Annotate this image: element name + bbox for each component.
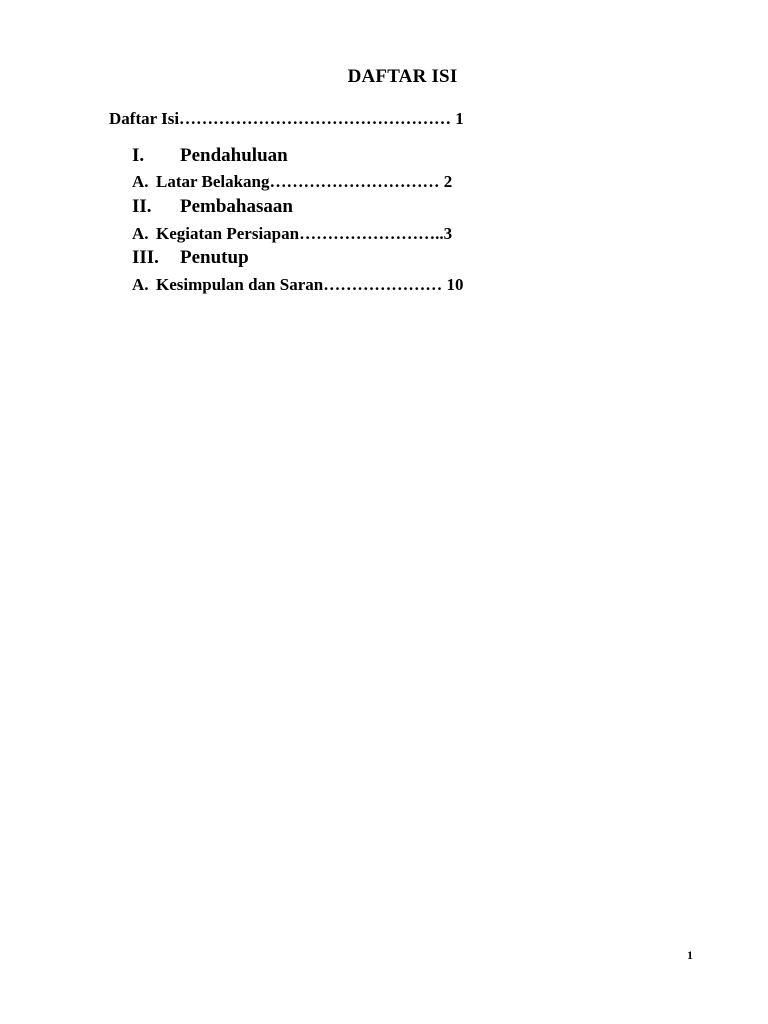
subsection-letter: A. [132,275,149,294]
toc-entry-kegiatan-persiapan [132,224,452,244]
subsection-text: Kegiatan Persiapan……………………..3 [156,224,453,243]
page-number: 1 [687,948,693,962]
subsection-letter: A. [132,224,149,243]
subsection-text: Latar Belakang………………………… 2 [156,172,453,191]
section-title: Pendahuluan [180,145,288,166]
subsection-letter: A. [132,172,149,191]
section-number: I. [132,145,145,166]
subsection-text: Kesimpulan dan Saran………………… 10 [156,275,464,294]
toc-entry-kesimpulan-dan-saran [132,275,463,295]
toc-entry-daftar-isi: Daftar Isi………………………………………… 1 [109,109,464,128]
section-number: II. [132,196,152,217]
document-title: DAFTAR ISI [347,66,458,87]
section-heading-pembahasaan [132,196,293,218]
section-heading-penutup [132,247,249,269]
section-title: Penutup [180,247,249,268]
section-heading-pendahuluan [132,145,288,167]
toc-entry-latar-belakang [132,172,452,192]
section-title: Pembahasaan [180,196,293,217]
section-number: III. [132,247,159,268]
